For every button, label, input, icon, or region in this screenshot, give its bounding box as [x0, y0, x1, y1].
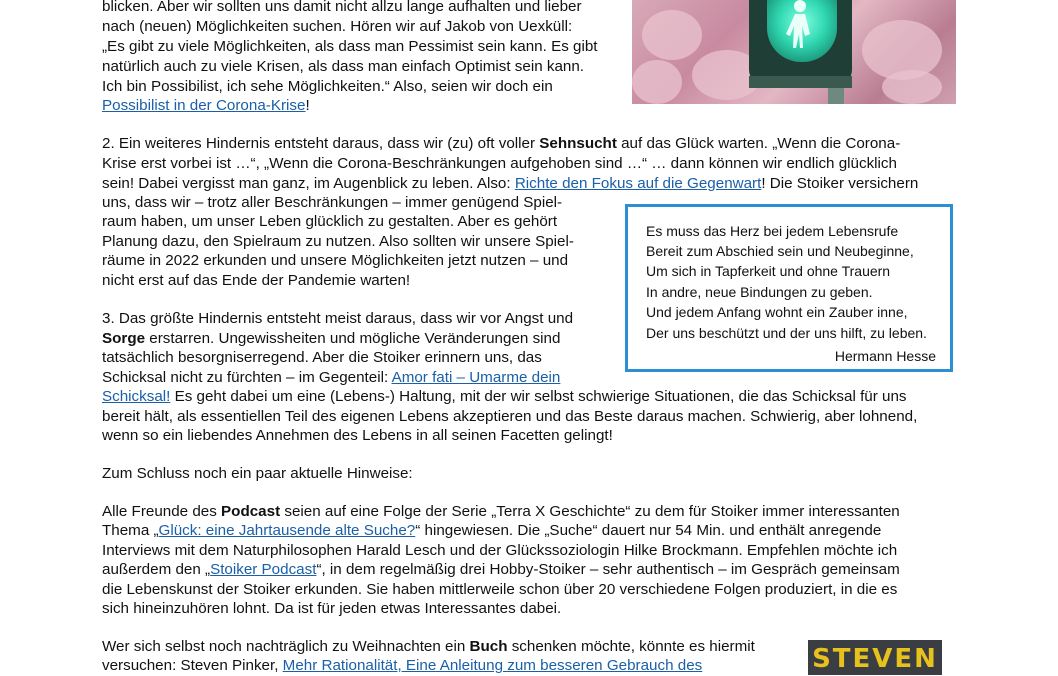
para3-line7: wenn so ein liebendes Annehmen des Lebens in all seinen Facetten gelingt!: [102, 427, 613, 444]
poem-line: Bereit zum Abschied sein und Neubeginne,: [646, 243, 914, 259]
text: Thema „: [102, 522, 159, 539]
hesse-quote-box: [625, 204, 953, 372]
para3-line5: [102, 387, 907, 407]
pedestrian-icon: [632, 0, 956, 104]
traffic-light-photo: [632, 0, 956, 104]
para1-line4: natürlich auch zu viele Krisen, als dass man einfach Optimist sein kann.: [102, 58, 585, 75]
amor-fati-link-cont[interactable]: Schicksal!: [102, 388, 171, 405]
text: Schicksal nicht zu fürchten – im Gegenteil:: [102, 369, 392, 386]
para3-line3: tatsächlich besorgniserregend. Aber die Stoiker erinnern uns, das: [102, 349, 542, 366]
para3-line6: bereit hält, als essentiellen Teil des eigenen Lebens akzeptieren und das Beste daraus machen. Schwierig, aber lohnend,: [102, 408, 918, 425]
text: Es geht dabei um eine (Lebens-) Haltung, mit der wir selbst schwierige Situationen, die das Schicksal für uns: [170, 388, 907, 405]
para1-line5: Ich bin Possibilist, ich sehe Möglichkeiten.“ Also, seien wir doch ein: [102, 78, 553, 95]
text: auf das Glück warten. „Wenn die Corona-: [616, 135, 901, 152]
para1-line2: nach (neuen) Möglichkeiten suchen. Hören wir auf Jakob von Uexküll:: [102, 18, 573, 35]
podcast-line3: Interviews mit dem Naturphilosophen Harald Lesch und der Glückssoziologin Hilke Brockmann. Empfehlen möchte ich: [102, 542, 898, 559]
para2-line5: raum haben, um unser Leben glücklich zu gestalten. Aber es gehört: [102, 213, 558, 230]
book-cover-image: [808, 640, 942, 675]
poem-line: Der uns beschützt und der uns hilft, zu leben.: [646, 325, 927, 341]
gegenwart-link[interactable]: Richte den Fokus auf die Gegenwart: [514, 175, 762, 192]
text: ! Die Stoiker versichern: [761, 175, 919, 192]
text: 2. Ein weiteres Hindernis entsteht daraus, dass wir (zu) oft voller: [102, 135, 540, 152]
para2-line3: [102, 174, 918, 194]
poem-line: Um sich in Tapferkeit und ohne Trauern: [646, 263, 891, 279]
amor-fati-link[interactable]: Amor fati – Umarme dein: [391, 369, 561, 386]
poem-line: Es muss das Herz bei jedem Lebensrufe: [646, 223, 899, 239]
podcast-line6: sich hineinzuhören lohnt. Da ist für jeden etwas Interessantes dabei.: [102, 600, 562, 617]
bold-podcast: Podcast: [221, 503, 281, 520]
podcast-line1: [102, 502, 900, 522]
text: Alle Freunde des: [102, 503, 222, 520]
text: !: [305, 97, 310, 114]
text: sein! Dabei vergisst man ganz, im Augenblick zu leben. Also:: [102, 175, 515, 192]
possibilist-link[interactable]: Possibilist in der Corona-Krise: [102, 97, 306, 114]
text: erstarren. Ungewissheiten und mögliche Veränderungen sind: [145, 330, 561, 347]
text: “, in dem regelmäßig drei Hobby-Stoiker – sehr authentisch – im Gespräch gemeinsam: [316, 561, 900, 578]
book-cover-author: STEVEN: [812, 644, 938, 674]
para2-line6: Planung dazu, den Spielraum zu nutzen. Also sollten wir unsere Spiel-: [102, 233, 574, 250]
bold-buch: Buch: [469, 638, 508, 655]
text: außerdem den „: [102, 561, 211, 578]
bold-sehnsucht: Sehnsucht: [539, 135, 617, 152]
para2-line4: uns, dass wir – trotz aller Beschränkungen – immer genügend Spiel-: [102, 194, 563, 211]
book-line1: [102, 637, 755, 657]
para3-line2: [102, 329, 560, 349]
para1-line6: [102, 96, 310, 116]
poem-author: Hermann Hesse: [834, 348, 936, 364]
rationalitaet-book-link[interactable]: Mehr Rationalität, Eine Anleitung zum besseren Gebrauch des: [282, 657, 703, 674]
para2-line7: räume in 2022 erkunden und unsere Möglichkeiten jetzt nutzen – und: [102, 252, 569, 269]
book-line2: [102, 656, 702, 676]
stoiker-podcast-link[interactable]: Stoiker Podcast: [210, 561, 317, 578]
poem-line: Und jedem Anfang wohnt ein Zauber inne,: [646, 304, 908, 320]
para3-line1: 3. Das größte Hindernis entsteht meist daraus, dass wir vor Angst und: [102, 310, 574, 327]
podcast-line2: [102, 521, 881, 541]
closing-line: Zum Schluss noch ein paar aktuelle Hinweise:: [102, 465, 413, 482]
text: seien auf eine Folge der Serie „Terra X Geschichte“ zu dem für Stoiker immer interessanten: [280, 503, 900, 520]
text: Wer sich selbst noch nachträglich zu Weihnachten ein: [102, 638, 470, 655]
para2-line1: [102, 134, 900, 154]
text: schenken möchte, könnte es hiermit: [507, 638, 755, 655]
para1-line3: „Es gibt zu viele Möglichkeiten, als dass man Pessimist sein kann. Es gibt: [102, 38, 598, 55]
podcast-line5: die Lebenskunst der Stoiker erkunden. Sie haben mittlerweile schon über 20 verschiedene Folgen produziert, in die es: [102, 581, 898, 598]
para1-line1: blicken. Aber wir sollten uns damit nicht allzu lange aufhalten und lieber: [102, 0, 582, 15]
text: “ hingewiesen. Die „Suche“ dauert nur 54 Min. und enthält anregende: [415, 522, 882, 539]
para2-line8: nicht erst auf das Ende der Pandemie warten!: [102, 272, 411, 289]
para2-line2: Krise erst vorbei ist …“, „Wenn die Corona-Beschränkungen aufgehoben sind …“ … dann können wir endlich glücklich: [102, 155, 897, 172]
text: versuchen: Steven Pinker,: [102, 657, 283, 674]
bold-sorge: Sorge: [102, 330, 146, 347]
podcast-line4: [102, 560, 900, 580]
poem-line: In andre, neue Bindungen zu geben.: [646, 284, 873, 300]
glueck-suche-link[interactable]: Glück: eine Jahrtausende alte Suche?: [158, 522, 416, 539]
para3-line4: [102, 368, 560, 388]
